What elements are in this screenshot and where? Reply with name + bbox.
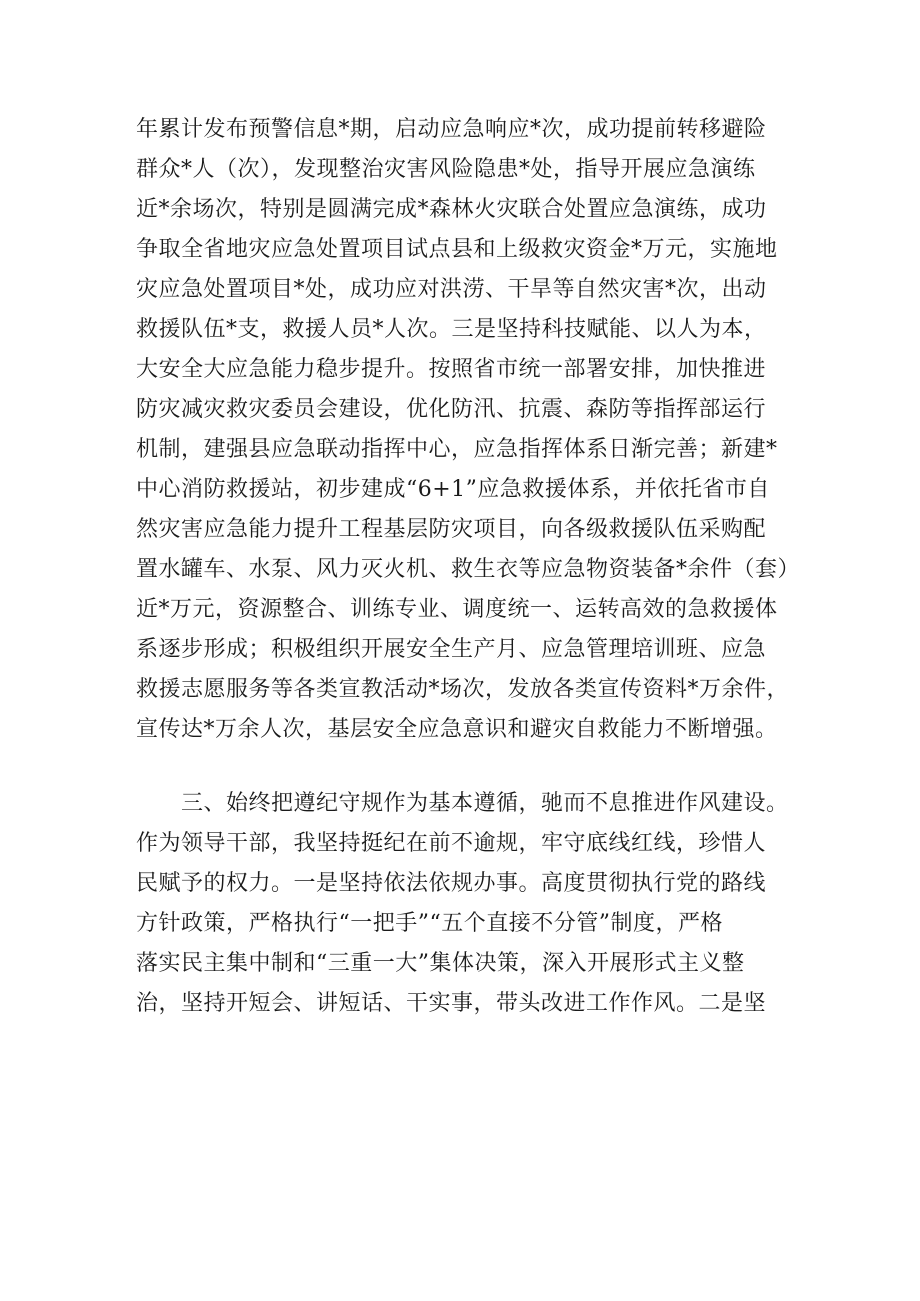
paragraph-1 <box>136 110 801 750</box>
paragraph-line: 治，坚持开短会、讲短话、干实事，带头改进工作作风。二是坚 <box>136 991 767 1016</box>
paragraph-line: 机制，建强县应急联动指挥中心，应急指挥体系日渐完善；新建* <box>136 437 778 462</box>
paragraph-line: 方针政策，严格执行“一把手”“五个直接不分管”制度，严格 <box>136 911 723 936</box>
paragraph-line: 民赋予的权力。一是坚持依法依规办事。高度贯彻执行党的路线 <box>136 871 767 896</box>
paragraph-line: 近*万元，资源整合、训练专业、调度统一、运转高效的急救援体 <box>136 597 778 622</box>
paragraph-line: 中心消防救援站，初步建成“6+1”应急救援体系，并依托省市自 <box>136 477 770 502</box>
paragraph-line: 作为领导干部，我坚持挺纪在前不逾规，牢守底线红线，珍惜人 <box>136 831 767 856</box>
paragraph-line: 三、始终把遵纪守规作为基本遵循，驰而不息推进作风建设。 <box>136 791 789 816</box>
paragraph-line: 灾应急处置项目*处，成功应对洪涝、干旱等自然灾害*次，出动 <box>136 277 767 302</box>
paragraph-line: 近*余场次，特别是圆满完成*森林火灾联合处置应急演练，成功 <box>136 197 767 222</box>
paragraph-line: 防灾减灾救灾委员会建设，优化防汛、抗震、森防等指挥部运行 <box>136 397 767 422</box>
document-body <box>136 110 801 1024</box>
paragraph-line: 救援队伍*支，救援人员*人次。三是坚持科技赋能、以人为本， <box>136 317 767 342</box>
paragraph-line: 救援志愿服务等各类宣教活动*场次，发放各类宣传资料*万余件， <box>136 677 790 702</box>
paragraph-line: 置水罐车、水泵、风力灭火机、救生衣等应急物资装备*余件（套） <box>136 557 801 582</box>
paragraph-line: 大安全大应急能力稳步提升。按照省市统一部署安排，加快推进 <box>136 357 767 382</box>
paragraph-line: 宣传达*万余人次，基层安全应急意识和避灾自救能力不断增强。 <box>136 717 778 742</box>
paragraph-line: 然灾害应急能力提升工程基层防灾项目，向各级救援队伍采购配 <box>136 517 767 542</box>
paragraph-spacing <box>136 750 796 784</box>
paragraph-2 <box>136 784 796 1024</box>
paragraph-line: 争取全省地灾应急处置项目试点县和上级救灾资金*万元，实施地 <box>136 237 778 262</box>
paragraph-line: 群众*人（次），发现整治灾害风险隐患*处，指导开展应急演练 <box>136 157 756 182</box>
paragraph-line: 落实民主集中制和“三重一大”集体决策，深入开展形式主义整 <box>136 951 745 976</box>
paragraph-line: 年累计发布预警信息*期，启动应急响应*次，成功提前转移避险 <box>136 117 767 142</box>
paragraph-line: 系逐步形成；积极组织开展安全生产月、应急管理培训班、应急 <box>136 637 767 662</box>
